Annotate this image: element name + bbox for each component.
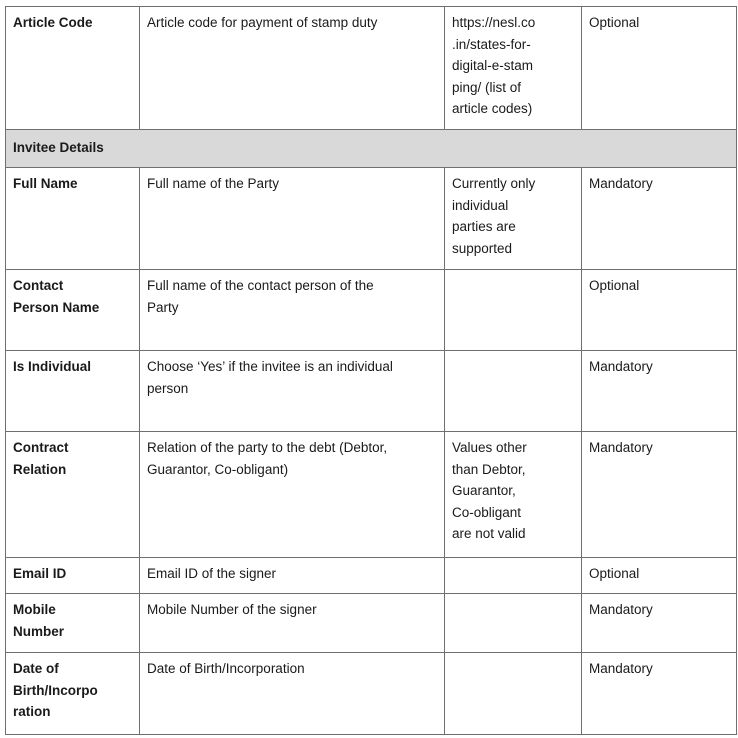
field-notes-cell	[445, 432, 582, 558]
field-requirement-cell: Optional	[582, 7, 737, 130]
field-notes-cell	[445, 558, 582, 594]
table-row-date-of-birth-incorpo-ration	[6, 653, 737, 735]
field-name-line: Date of	[13, 661, 59, 676]
field-description-cell	[140, 270, 445, 351]
field-spec-table	[5, 6, 737, 735]
field-description-line: Mobile Number of the signer	[147, 602, 317, 617]
table-row-article-code	[6, 7, 737, 130]
field-name-line: Is Individual	[13, 359, 92, 374]
field-notes-line: parties are	[452, 219, 516, 234]
field-notes-line: Values other	[452, 440, 527, 455]
field-requirement-cell: Mandatory	[582, 653, 737, 735]
field-notes-cell	[445, 7, 582, 130]
field-notes-cell	[445, 270, 582, 351]
field-requirement-cell: Mandatory	[582, 594, 737, 653]
field-description-line: Full name of the contact person of the	[147, 278, 374, 293]
field-description-line: Full name of the Party	[147, 176, 280, 191]
field-name-line: Full Name	[13, 176, 78, 191]
field-name-line: Person Name	[13, 299, 100, 315]
table-row-full-name	[6, 168, 737, 270]
field-requirement-cell: Optional	[582, 270, 737, 351]
field-notes-line: Guarantor,	[452, 483, 516, 498]
field-notes-line: Co-obligant	[452, 504, 522, 520]
field-notes-line: Currently only	[452, 176, 536, 191]
field-notes-line: are not valid	[452, 526, 526, 541]
field-description-line: Email ID of the signer	[147, 566, 277, 581]
field-notes-cell	[445, 168, 582, 270]
field-name-line: Article Code	[13, 15, 93, 30]
field-notes-line: digital-e-stam	[452, 58, 534, 73]
section-header-row	[6, 130, 737, 168]
field-name-line: Contact	[13, 278, 64, 293]
field-notes-cell	[445, 351, 582, 432]
field-description-line: Date of Birth/Incorporation	[147, 661, 305, 676]
field-description-line: Party	[147, 299, 179, 315]
field-name-cell	[6, 558, 140, 594]
field-notes-line: individual	[452, 197, 509, 213]
field-description-line: Choose ‘Yes’ if the invitee is an individual	[147, 359, 393, 374]
field-name-cell	[6, 351, 140, 432]
field-name-cell	[6, 594, 140, 653]
field-description-cell	[140, 7, 445, 130]
section-title: Invitee Details	[6, 130, 737, 168]
field-name-line: Relation	[13, 461, 67, 477]
field-description-cell	[140, 432, 445, 558]
field-notes-line: than Debtor,	[452, 461, 526, 477]
field-name-cell	[6, 7, 140, 130]
field-requirement-cell: Mandatory	[582, 168, 737, 270]
field-name-line: Email ID	[13, 566, 67, 581]
field-notes-cell	[445, 653, 582, 735]
field-name-line: Mobile	[13, 602, 56, 617]
field-description-line: Guarantor, Co-obligant)	[147, 461, 289, 477]
field-description-cell	[140, 351, 445, 432]
field-name-cell	[6, 270, 140, 351]
table-body	[6, 7, 737, 735]
field-notes-line: article codes)	[452, 101, 533, 116]
field-description-cell	[140, 594, 445, 653]
field-notes-line: ping/ (list of	[452, 79, 522, 95]
field-name-cell	[6, 432, 140, 558]
field-description-cell	[140, 653, 445, 735]
field-description-cell	[140, 558, 445, 594]
field-requirement-cell: Optional	[582, 558, 737, 594]
field-description-cell	[140, 168, 445, 270]
field-notes-line: https://nesl.co	[452, 15, 536, 30]
field-name-line: Contract	[13, 440, 69, 455]
table-row-email-id	[6, 558, 737, 594]
field-notes-line: .in/states-for-	[452, 36, 531, 52]
table-row-contract-relation	[6, 432, 737, 558]
field-description-line: person	[147, 380, 189, 396]
field-notes-line: supported	[452, 240, 513, 256]
field-name-line: Birth/Incorpo	[13, 682, 98, 698]
field-name-line: Number	[13, 623, 65, 639]
field-description-line: Article code for payment of stamp duty	[147, 15, 378, 30]
field-name-line: ration	[13, 704, 51, 719]
field-requirement-cell: Mandatory	[582, 351, 737, 432]
field-notes-cell	[445, 594, 582, 653]
table-row-is-individual	[6, 351, 737, 432]
table-row-contact-person-name	[6, 270, 737, 351]
field-name-cell	[6, 168, 140, 270]
field-requirement-cell: Mandatory	[582, 432, 737, 558]
table-row-mobile-number	[6, 594, 737, 653]
field-description-line: Relation of the party to the debt (Debtor,	[147, 440, 388, 455]
field-name-cell	[6, 653, 140, 735]
